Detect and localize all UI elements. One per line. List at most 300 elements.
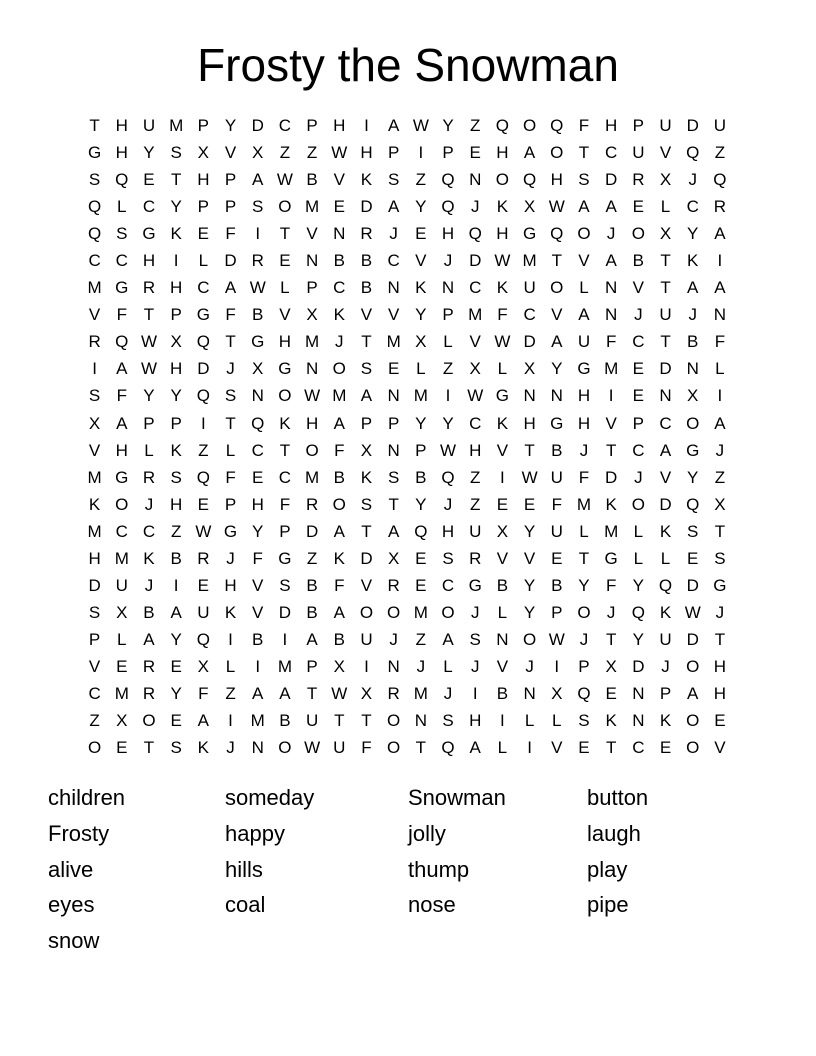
grid-letter: X <box>659 170 672 190</box>
grid-letter: S <box>360 359 373 379</box>
grid-letter: U <box>197 602 210 622</box>
grid-letter: S <box>88 170 101 190</box>
grid-letter: L <box>225 440 236 460</box>
grid-letter: E <box>197 224 210 244</box>
grid-letter: P <box>632 413 645 433</box>
grid-letter: R <box>469 548 482 568</box>
grid-letter: D <box>632 656 645 676</box>
grid-letter: M <box>87 521 102 541</box>
grid-letter: K <box>279 413 291 433</box>
grid-letter: Q <box>196 629 210 649</box>
grid-letter: U <box>333 738 346 758</box>
grid-letter: Q <box>522 170 537 190</box>
grid-letter: O <box>686 711 700 731</box>
grid-letter: E <box>170 711 182 731</box>
grid-letter: W <box>521 467 538 487</box>
grid-letter: H <box>441 224 455 244</box>
grid-letter: N <box>496 629 509 649</box>
grid-letter: G <box>115 278 129 298</box>
grid-letter: S <box>387 170 400 190</box>
grid-letter: E <box>143 170 155 190</box>
grid-letter: N <box>713 305 727 325</box>
grid-letter: T <box>605 738 617 758</box>
grid-letter: P <box>578 656 590 676</box>
grid-letter: T <box>415 738 427 758</box>
grid-letter: Y <box>687 467 699 487</box>
grid-letter: C <box>632 440 645 460</box>
grid-letter: H <box>170 359 183 379</box>
grid-letter: V <box>632 278 645 298</box>
grid-letter: X <box>687 386 699 406</box>
grid-letter: K <box>496 413 509 433</box>
grid-letter: A <box>252 170 264 190</box>
grid-letter: I <box>173 251 179 271</box>
grid-letter: E <box>197 575 210 595</box>
grid-letter: E <box>469 143 481 163</box>
grid-letter: D <box>224 251 237 271</box>
grid-letter: P <box>224 170 237 190</box>
grid-letter: P <box>279 521 291 541</box>
grid-letter: B <box>143 602 155 622</box>
grid-letter: C <box>278 116 292 136</box>
grid-letter: H <box>333 116 346 136</box>
grid-letter: A <box>714 278 726 298</box>
grid-letter: V <box>605 413 617 433</box>
grid-letter: K <box>605 711 617 731</box>
grid-letter: L <box>660 197 671 217</box>
grid-letter: Y <box>578 575 590 595</box>
grid-letter: V <box>578 251 590 271</box>
grid-letter: S <box>442 711 454 731</box>
grid-letter: X <box>252 359 264 379</box>
grid-letter: H <box>115 116 128 136</box>
grid-letter: D <box>360 197 373 217</box>
grid-letter: M <box>522 251 537 271</box>
grid-letter: Q <box>196 386 210 406</box>
grid-letter: T <box>225 332 236 352</box>
grid-letter: T <box>170 170 182 190</box>
grid-letter: C <box>142 521 156 541</box>
grid-letter: U <box>577 332 591 352</box>
grid-letter: L <box>552 711 562 731</box>
grid-letter: K <box>659 711 672 731</box>
grid-letter: T <box>714 521 726 541</box>
grid-letter: F <box>361 738 372 758</box>
grid-letter: Z <box>470 494 481 514</box>
grid-letter: V <box>387 305 400 325</box>
grid-letter: N <box>523 684 536 703</box>
grid-letter: D <box>197 359 210 379</box>
grid-letter: T <box>306 684 318 703</box>
grid-letter: H <box>142 251 156 271</box>
grid-letter: E <box>632 359 645 379</box>
grid-letter: O <box>577 602 591 622</box>
grid-letter: U <box>713 116 727 136</box>
grid-letter: A <box>687 684 699 703</box>
grid-letter: O <box>115 494 129 514</box>
grid-letter: T <box>361 711 372 731</box>
grid-letter: H <box>496 143 509 163</box>
grid-letter: E <box>551 548 563 568</box>
grid-letter: Y <box>687 224 699 244</box>
grid-letter: Q <box>713 170 727 190</box>
grid-letter: K <box>170 224 182 244</box>
grid-letter: O <box>387 738 401 758</box>
word-item: hills <box>225 856 263 882</box>
grid-letter: N <box>632 711 645 731</box>
grid-letter: Y <box>170 684 182 703</box>
grid-letter: B <box>496 684 509 703</box>
grid-letter: I <box>445 386 451 406</box>
grid-letter: F <box>714 332 726 352</box>
grid-letter: S <box>224 386 237 406</box>
grid-letter: H <box>224 575 237 595</box>
grid-letter: A <box>442 629 454 649</box>
grid-letter: K <box>659 521 672 541</box>
grid-letter: J <box>634 467 643 487</box>
grid-letter: M <box>604 521 619 541</box>
grid-letter: E <box>387 359 400 379</box>
grid-letter: Q <box>115 170 129 190</box>
grid-letter: W <box>140 359 157 379</box>
grid-letter: M <box>413 386 428 406</box>
grid-letter: O <box>686 738 700 758</box>
grid-letter: P <box>306 656 318 676</box>
grid-letter: N <box>251 738 264 758</box>
grid-letter: N <box>469 170 482 190</box>
grid-letter: W <box>331 684 348 703</box>
grid-letter: P <box>442 143 454 163</box>
grid-letter: J <box>579 629 589 649</box>
word-item: someday <box>225 785 315 810</box>
grid-letter: N <box>387 440 400 460</box>
grid-letter: Y <box>170 197 182 217</box>
grid-letter: J <box>226 738 235 758</box>
grid-letter: W <box>684 602 701 622</box>
grid-letter: Z <box>415 170 427 190</box>
grid-letter: B <box>551 575 563 595</box>
grid-letter: L <box>225 656 236 676</box>
grid-letter: Y <box>143 386 155 406</box>
grid-letter: K <box>88 494 101 514</box>
grid-letter: I <box>173 575 179 595</box>
grid-letter: W <box>304 738 321 758</box>
grid-letter: V <box>333 170 345 190</box>
grid-letter: M <box>332 386 347 406</box>
grid-letter: E <box>415 575 427 595</box>
grid-letter: V <box>88 440 101 460</box>
grid-letter: H <box>170 278 183 298</box>
grid-letter: D <box>88 575 101 595</box>
grid-letter: T <box>361 521 372 541</box>
grid-letter: N <box>441 278 455 298</box>
grid-letter: P <box>224 494 237 514</box>
grid-letter: P <box>88 629 101 649</box>
grid-letter: I <box>472 684 478 703</box>
grid-letter: G <box>686 440 700 460</box>
grid-letter: R <box>142 684 156 703</box>
grid-letter: I <box>364 656 369 676</box>
grid-letter: J <box>634 305 643 325</box>
grid-letter: Q <box>468 224 482 244</box>
grid-letter: A <box>170 602 182 622</box>
grid-letter: D <box>469 251 482 271</box>
grid-letter: Q <box>658 575 673 595</box>
grid-letter: B <box>252 305 264 325</box>
grid-letter: X <box>714 494 726 514</box>
grid-letter: V <box>224 143 237 163</box>
word-item: pipe <box>587 892 629 918</box>
grid-letter: A <box>605 197 617 217</box>
grid-letter: U <box>659 629 672 649</box>
grid-letter: Y <box>415 494 427 514</box>
grid-letter: T <box>143 738 155 758</box>
grid-letter: V <box>306 224 318 244</box>
grid-letter: H <box>115 440 128 460</box>
grid-letter: H <box>469 440 482 460</box>
grid-letter: E <box>659 738 672 758</box>
grid-letter: T <box>89 116 100 136</box>
grid-letter: G <box>577 359 591 379</box>
grid-letter: C <box>278 467 292 487</box>
grid-letter: S <box>442 548 454 568</box>
grid-letter: B <box>333 467 345 487</box>
grid-letter: Z <box>442 359 454 379</box>
grid-letter: T <box>279 440 291 460</box>
grid-letter: G <box>278 359 292 379</box>
grid-letter: A <box>252 684 264 703</box>
grid-letter: F <box>225 305 236 325</box>
grid-letter: Q <box>441 197 455 217</box>
grid-letter: E <box>333 197 345 217</box>
grid-letter: S <box>714 548 726 568</box>
grid-letter: O <box>278 197 292 217</box>
grid-letter: D <box>659 494 672 514</box>
grid-letter: K <box>333 305 345 325</box>
word-list-column <box>225 780 314 923</box>
grid-letter: Y <box>170 386 182 406</box>
grid-letter: C <box>115 521 128 541</box>
grid-letter: L <box>715 359 725 379</box>
grid-letter: F <box>551 494 562 514</box>
grid-letter: G <box>604 548 618 568</box>
grid-letter: T <box>524 440 535 460</box>
grid-letter: P <box>387 413 400 433</box>
grid-letter: U <box>523 278 536 298</box>
word-item: jolly <box>408 820 446 846</box>
grid-letter: J <box>661 656 670 676</box>
grid-letter: Z <box>415 629 427 649</box>
grid-letter: I <box>527 738 532 758</box>
grid-letter: H <box>170 494 183 514</box>
grid-letter: N <box>523 386 536 406</box>
grid-letter: W <box>276 170 293 190</box>
word-list-column <box>587 780 648 923</box>
grid-letter: V <box>496 548 509 568</box>
grid-letter: N <box>550 386 563 406</box>
grid-letter: E <box>116 656 128 676</box>
grid-letter: Q <box>115 332 129 352</box>
grid-letter: H <box>550 170 563 190</box>
grid-letter: V <box>252 602 264 622</box>
grid-letter: J <box>335 332 344 352</box>
grid-letter: I <box>92 359 97 379</box>
grid-letter: Y <box>632 575 645 595</box>
grid-letter: M <box>114 548 129 568</box>
grid-letter: A <box>387 521 400 541</box>
grid-letter: F <box>578 116 590 136</box>
grid-letter: C <box>632 738 645 758</box>
grid-letter: B <box>360 278 373 298</box>
grid-letter: E <box>415 224 427 244</box>
grid-letter: T <box>578 143 590 163</box>
word-item: Frosty <box>48 820 110 846</box>
grid-letter: Y <box>224 116 237 136</box>
grid-letter: M <box>277 656 292 676</box>
grid-letter: O <box>550 278 564 298</box>
grid-letter: Y <box>252 521 264 541</box>
grid-letter: N <box>305 359 319 379</box>
grid-letter: V <box>360 305 373 325</box>
grid-letter: N <box>605 305 618 325</box>
grid-letter: X <box>252 143 264 163</box>
grid-letter: K <box>360 170 373 190</box>
grid-letter: U <box>632 143 645 163</box>
grid-letter: A <box>387 197 400 217</box>
grid-letter: W <box>494 251 511 271</box>
grid-letter: J <box>606 224 616 244</box>
grid-letter: I <box>500 711 505 731</box>
grid-letter: R <box>387 684 400 703</box>
grid-letter: H <box>251 494 264 514</box>
grid-letter: B <box>306 170 318 190</box>
word-item: laugh <box>587 820 641 846</box>
grid-letter: Z <box>714 467 726 487</box>
word-item: happy <box>225 820 285 846</box>
grid-letter: V <box>659 143 672 163</box>
grid-letter: X <box>333 656 345 676</box>
grid-letter: H <box>115 143 128 163</box>
grid-letter: X <box>523 359 536 379</box>
grid-letter: G <box>713 575 727 595</box>
grid-letter: X <box>415 332 427 352</box>
grid-letter: G <box>550 413 564 433</box>
grid-letter: V <box>551 305 563 325</box>
grid-letter: Q <box>631 602 645 622</box>
grid-letter: O <box>387 602 401 622</box>
grid-letter: P <box>415 440 427 460</box>
grid-letter: F <box>116 305 127 325</box>
grid-letter: U <box>142 116 156 136</box>
grid-letter: Z <box>198 440 209 460</box>
grid-letter: C <box>659 413 672 433</box>
grid-letter: W <box>195 521 212 541</box>
grid-letter: A <box>224 278 237 298</box>
grid-letter: A <box>523 143 536 163</box>
grid-letter: Q <box>414 521 428 541</box>
grid-letter: Q <box>196 332 210 352</box>
grid-letter: C <box>469 413 482 433</box>
grid-letter: D <box>305 521 319 541</box>
grid-letter: C <box>469 278 482 298</box>
grid-letter: J <box>144 575 154 595</box>
grid-letter: T <box>551 251 562 271</box>
grid-letter: I <box>418 143 424 163</box>
word-item: Snowman <box>408 785 506 810</box>
grid-letter: D <box>278 602 292 622</box>
grid-letter: H <box>523 413 536 433</box>
grid-letter: R <box>142 278 156 298</box>
grid-letter: J <box>443 684 453 703</box>
grid-letter: U <box>550 467 563 487</box>
grid-letter: M <box>468 305 483 325</box>
grid-letter: K <box>496 197 509 217</box>
grid-letter: F <box>116 386 127 406</box>
grid-letter: F <box>279 494 291 514</box>
grid-letter: E <box>170 656 182 676</box>
grid-letter: M <box>386 332 401 352</box>
grid-letter: I <box>255 656 261 676</box>
grid-letter: O <box>278 386 292 406</box>
grid-letter: N <box>387 386 400 406</box>
grid-letter: F <box>605 575 617 595</box>
grid-letter: T <box>660 278 671 298</box>
grid-letter: X <box>605 656 617 676</box>
grid-letter: N <box>686 359 699 379</box>
grid-letter: E <box>714 711 726 731</box>
grid-letter: P <box>143 413 155 433</box>
grid-letter: B <box>360 251 373 271</box>
grid-letter: C <box>251 440 264 460</box>
grid-letter: E <box>578 738 590 758</box>
grid-letter: V <box>659 467 672 487</box>
grid-letter: V <box>88 656 101 676</box>
grid-letter: I <box>717 251 723 271</box>
grid-letter: T <box>225 413 236 433</box>
grid-letter: P <box>197 116 210 136</box>
grid-letter: P <box>387 143 400 163</box>
grid-letter: B <box>306 575 318 595</box>
grid-letter: V <box>714 738 726 758</box>
grid-letter: X <box>469 359 481 379</box>
grid-letter: A <box>116 359 128 379</box>
grid-letter: P <box>551 602 563 622</box>
grid-letter: Y <box>143 143 155 163</box>
grid-letter: J <box>579 440 589 460</box>
grid-letter: A <box>659 440 672 460</box>
grid-letter: P <box>360 413 373 433</box>
grid-letter: P <box>170 413 182 433</box>
grid-letter: Y <box>523 521 536 541</box>
grid-letter: R <box>142 467 156 487</box>
grid-letter: V <box>415 251 427 271</box>
grid-letter: O <box>495 170 510 190</box>
grid-letter: S <box>387 467 400 487</box>
grid-letter: M <box>576 494 592 514</box>
grid-letter: D <box>686 629 699 649</box>
grid-letter: S <box>469 629 481 649</box>
grid-letter: O <box>631 224 645 244</box>
grid-letter: K <box>605 494 617 514</box>
grid-letter: W <box>249 278 266 298</box>
grid-letter: T <box>143 305 155 325</box>
grid-letter: G <box>468 575 482 595</box>
grid-letter: H <box>605 116 618 136</box>
grid-letter: P <box>197 197 210 217</box>
grid-letter: K <box>496 278 509 298</box>
grid-letter: U <box>659 305 672 325</box>
grid-letter: Z <box>89 711 100 731</box>
